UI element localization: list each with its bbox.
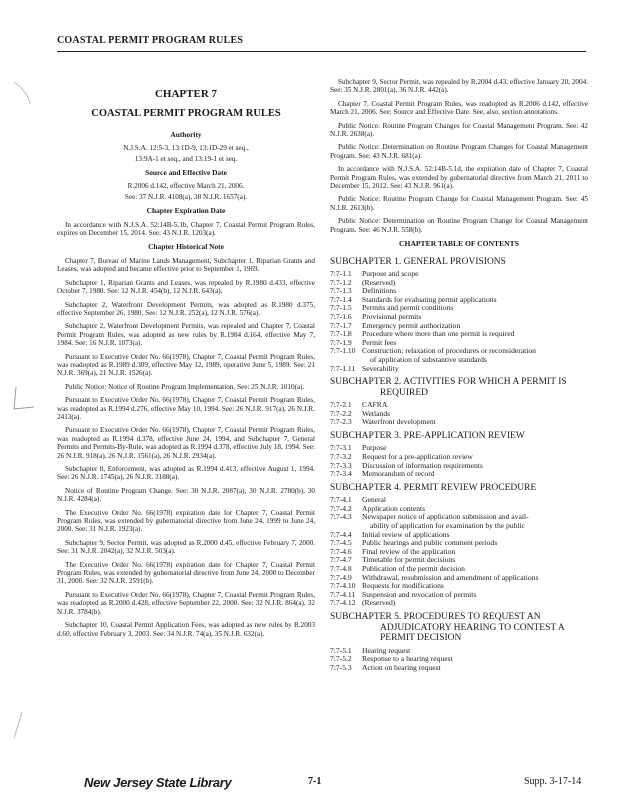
authority-line: N.J.S.A. 12:5-3, 13:1D-9, 13:1D-29 et seq., [123,144,249,153]
history-note: In accordance with N.J.S.A. 52:14B-5.1d, the expiration date of Chapter 7, Coastal Permit Program Rules, was extended by gubernatorial directive from March 21, 2011 to December 15, 2012. See: 43 N.J.R. 961(a). [330,165,588,191]
section-title: Purpose and scope [362,269,419,278]
subchapter-heading: SUBCHAPTER 2. ACTIVITIES FOR WHICH A PERMIT IS REQUIRED [330,377,567,398]
section-number: 7:7-1.9 [330,337,352,347]
section-number: 7:7-5.1 [330,645,352,655]
section-title: Severability [362,363,399,373]
history-note: Pursuant to Executive Order No. 66(1978), Chapter 7, Coastal Permit Program Rules, was readopted as R.1994 d.276, effective May 10, 1994. See: 26 N.J.R. 917(a), 26 N.J.R. 2413(a). [57,396,315,421]
toc-entry [330,470,588,479]
toc-title: CHAPTER TABLE OF CONTENTS [399,239,519,249]
section-title: Timetable for permit decisions [362,555,456,565]
section-number: 7:7-4.1 [330,495,352,505]
section-title: CAFRA [362,400,388,410]
section-number: 7:7-1.8 [330,329,352,339]
expiration-heading: Chapter Expiration Date [146,206,226,216]
history-note: Chapter 7, Coastal Permit Program Rules, was readopted as R.2006 d.142, effective March 21, 2006. See: Source and Effective Date. See, also, section annotations. [330,99,588,117]
section-title: Purpose [362,443,387,453]
toc-entry [330,365,588,374]
section-number: 7:7-2.2 [330,408,352,418]
section-title: Suspension and revocation of permits [362,589,477,599]
toc-entry [330,513,588,530]
section-title: Final review of the application [362,546,456,556]
authority-line: 13:9A-1 et seq., and 13:19-1 et seq. [134,154,238,163]
subchapter-heading: SUBCHAPTER 3. PRE-APPLICATION REVIEW [330,430,525,441]
section-number: 7:7-2.1 [330,400,352,410]
section-number: 7:7-4.5 [330,538,352,548]
history-note: Notice of Routine Program Change. See: 30 N.J.R. 2087(a), 30 N.J.R. 2780(b), 30 N.J.R. 4284(a). [57,486,315,504]
section-title: Hearing request [362,645,411,655]
chapter-number: CHAPTER 7 [154,88,218,100]
section-number: 7:7-4.4 [330,529,352,539]
section-title: Standards for evaluating permit applications [362,294,497,304]
subchapter-heading: SUBCHAPTER 4. PERMIT REVIEW PROCEDURE [330,482,537,493]
section-title: Action on hearing request [362,662,441,672]
section-title: Requests for modifications [362,581,444,591]
section-number: 7:7-4.2 [330,503,352,513]
section-title: Request for a pre-application review [362,452,473,461]
section-number: 7:7-1.5 [330,303,352,313]
history-note: Subchapter 9, Sector Permit, was adopted as R.2000 d.45, effective February 7, 2000. See: 31 N.J.R. 2042(a), 32 N.J.R. 503(a). [57,538,315,556]
section-title: Application contents [362,503,426,513]
source-line: R.2006 d.142, effective March 21, 2006. [127,182,245,191]
history-notes-continued [330,78,588,234]
history-note: Chapter 7, Bureau of Marine Lands Management, Subchapter 1, Riparian Grants and Leases, was adopted and became effective prior to September 1, 1969. [57,256,315,274]
section-title: Publication of the permit decision [362,564,465,574]
history-note: Subchapter 2, Waterfront Development Permits, was repealed and Chapter 7, Coastal Permit Program Rules, was adopted as new rules by R.1984 d.164, effective May 7, 1984. See: 16 N.J.R. 1073(a). [57,322,315,348]
history-note: Pursuant to Executive Order No. 66(1978), Chapter 7, Coastal Permit Program Rules, was readopted as R.2000 d.428, effective September 22, 2000. See: 32 N.J.R. 864(a), 32 N.J.R. 3784(b). [57,590,315,616]
margin-scan-mark [8,78,38,108]
section-title: Wetlands [362,408,391,418]
section-title: Response to a hearing request [362,654,453,664]
margin-scan-mark [8,385,38,415]
section-title: Construction; relaxation of procedures or reconsideration of application of substantive standards [362,346,536,364]
history-notes [57,257,315,638]
section-title: Permits and permit conditions [362,303,454,313]
history-note: The Executive Order No. 66(1978) expiration date for Chapter 7, Coastal Permit Program Rules, was extended by gubernatorial directive from June 24, 1999 to June 24, 2000. See: 31 N.J.R. 1923(a). [57,508,315,534]
section-title: Memorandum of record [362,469,435,479]
history-note: Public Notice: Notice of Routine Program Implementation. See: 25 N.J.R. 1010(a). [65,382,305,391]
history-note: Pursuant to Executive Order No. 66(1978), Chapter 7, Coastal Permit Program Rules, was readopted as R.1989 d.309, effective May 12, 1989, operative June 5, 1989. See: 21 N.J.R. 369(a), 21 N.J.R. 1526(a). [57,352,315,378]
history-note: Public Notice: Routine Program Changes for Coastal Management Program. See: 42 N.J.R. 2638(a). [330,121,588,139]
expiration-text: In accordance with N.J.S.A. 52:14B-5.1b, Chapter 7, Coastal Permit Program Rules, expires on December 15, 2014. See: 43 N.J.R. 1203(a). [57,220,315,238]
subchapter-heading: SUBCHAPTER 5. PROCEDURES TO REQUEST AN ADJUDICATORY HEARING TO CONTEST A PERMIT DECISION [330,612,565,643]
section-number: 7:7-1.10 [330,346,356,356]
supplement-date: Supp. 3-17-14 [524,776,582,787]
toc-entry [330,418,588,427]
section-number: 7:7-4.7 [330,555,352,565]
history-note: Subchapter 2, Waterfront Development Permits, was adopted as R.1980 d.375, effective September 26, 1980. See: 12 N.J.R. 252(a), 12 N.J.R. 576(a). [57,300,315,317]
section-title: Newspaper notice of application submission and avail- ability of application for examination by the public [362,512,529,531]
section-title: General [362,495,387,505]
section-title: Withdrawal, resubmission and amendment of applications [362,572,539,582]
toc-entry [330,599,588,608]
toc-entry [330,347,588,364]
section-number: 7:7-1.11 [330,363,356,373]
source-line: See: 37 N.J.R. 4108(a), 38 N.J.R. 1657(a). [124,192,248,201]
history-heading: Chapter Historical Note [148,242,224,252]
section-number: 7:7-3.3 [330,460,352,470]
section-number: 7:7-1.6 [330,311,352,321]
history-note: The Executive Order No. 66(1978) expiration date for Chapter 7, Coastal Permit Program Rules, was extended by gubernatorial directive from June 24, 2000 to December 31, 2000. See: 32 N.J.R. 2591(b). [57,560,315,586]
source-heading: Source and Effective Date [145,168,227,178]
header-rule [57,51,586,52]
section-number: 7:7-1.4 [330,294,352,304]
section-number: 7:7-4.9 [330,572,352,582]
right-column [330,78,588,672]
section-number: 7:7-4.8 [330,564,352,574]
page-number: 7-1 [308,776,322,787]
section-number: 7:7-1.1 [330,269,352,278]
history-note: Subchapter 10, Coastal Permit Application Fees, was adopted as new rules by R.2003 d.60, effective February 3, 2003. See: 34 N.J.R. 74(a), 35 N.J.R. 632(a). [57,621,315,638]
left-column [57,90,315,643]
history-note: Public Notice: Routine Program Change for Coastal Management Program. See: 45 N.J.R. 2613(b). [330,195,588,212]
history-note: Subchapter 9, Sector Permit, was repealed by R.2004 d.43, effective January 20, 2004. See: 35 N.J.R. 2801(a), 36 N.J.R. 442(a). [330,78,588,95]
section-number: 7:7-4.12 [330,598,356,608]
section-number: 7:7-4.3 [330,512,352,522]
margin-scan-mark [8,710,38,740]
section-number: 7:7-5.3 [330,662,352,672]
section-title: Emergency permit authorization [362,320,461,330]
section-number: 7:7-2.3 [330,417,352,427]
section-number: 7:7-5.2 [330,654,352,664]
section-title: Initial review of applications [362,529,450,539]
section-title: Provisional permits [362,311,422,321]
section-title: Procedure where more than one permit is required [362,329,515,339]
section-number: 7:7-3.4 [330,469,352,479]
section-title: Waterfront development [362,417,436,427]
section-number: 7:7-4.10 [330,581,356,591]
subchapter-heading: SUBCHAPTER 1. GENERAL PROVISIONS [330,256,506,267]
section-title: Permit fees [362,337,397,347]
section-number: 7:7-4.11 [330,589,356,599]
section-number: 7:7-1.3 [330,286,352,296]
section-number: 7:7-1.2 [330,277,352,287]
section-title: Definitions [362,286,397,296]
section-title: (Reserved) [362,598,396,608]
section-title: (Reserved) [362,277,396,287]
history-note: Public Notice: Determination on Routine Program Changes for Coastal Management Program. See: 43 N.J.R. 681(a). [330,143,588,160]
history-note: Public Notice: Determination on Routine Program Change for Coastal Management Program. See: 46 N.J.R. 558(b). [330,217,588,234]
section-title: Public hearings and public comment periods [362,538,498,548]
section-number: 7:7-3.2 [330,452,352,461]
library-stamp: New Jersey State Library [84,775,232,790]
history-note: Subchapter 1, Riparian Grants and Leases, was repealed by R.1980 d.433, effective October 7, 1980. See: 12 N.J.R. 454(b), 12 N.J.R. 643(a). [57,278,315,296]
chapter-title: COASTAL PERMIT PROGRAM RULES [91,108,281,120]
section-number: 7:7-3.1 [330,443,352,453]
section-number: 7:7-4.6 [330,546,352,556]
running-head: COASTAL PERMIT PROGRAM RULES [57,35,244,46]
history-note: Pursuant to Executive Order No. 66(1978), Chapter 7, Coastal Permit Program Rules, was readopted as R.1994 d.378, effective June 24, 1994, and Subchapter 7, General Permits and Permits-By-Rule, was adopted as R.1994 d.378, effective July 18, 1994. See: 26 N.J.R. 918(a), 26 N.J.R. 1561(a), 26 N.J.R. 2934(a). [57,426,315,460]
authority-heading: Authority [170,129,202,139]
section-title: Discussion of information requirements [362,460,483,470]
toc-entry [330,664,588,673]
table-of-contents [330,257,588,673]
section-number: 7:7-1.7 [330,320,352,330]
history-note: Subchapter 8, Enforcement, was adopted as R.1994 d.413, effective August 1, 1994. See: 26 N.J.R. 1745(a), 26 N.J.R. 3188(a). [57,465,315,482]
